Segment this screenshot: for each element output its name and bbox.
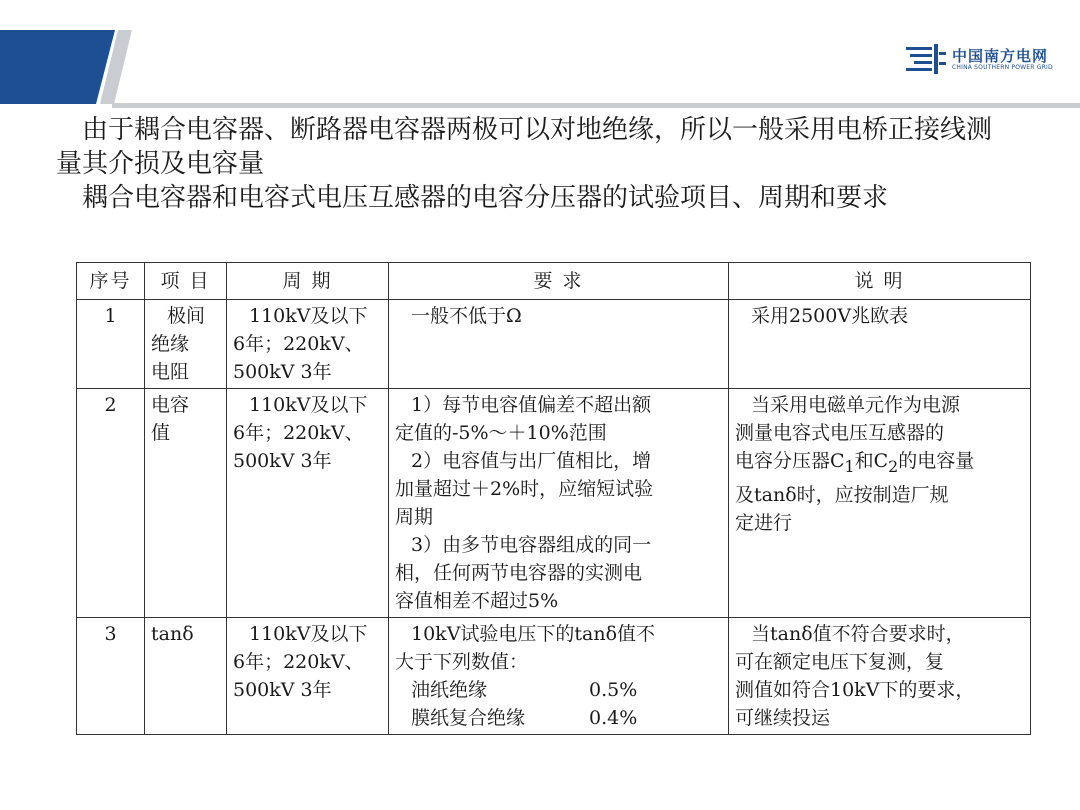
cell-line: 定值的-5%～＋10%范围 [395, 422, 607, 444]
cell-line: 110kV及以下 [249, 394, 368, 416]
company-logo [906, 44, 1053, 76]
header-blue-bar [0, 30, 115, 104]
cell-line: 测值如符合10kV下的要求， [735, 679, 975, 701]
note-text: 和C [854, 450, 889, 472]
subscript: 1 [844, 456, 855, 476]
cell-period [227, 618, 389, 735]
cell-line: 6年；220kV、 [233, 333, 364, 355]
logo-chinese-name: 中国南方电网 [952, 47, 1049, 65]
cell-line: 测量电容式电压互感器的 [735, 422, 945, 444]
insulation-type: 膜纸复合绝缘 [411, 707, 526, 729]
header-requirement: 要 求 [389, 263, 729, 300]
test-spec-table [76, 262, 1031, 735]
cell-line: 一般不低于Ω [411, 305, 522, 327]
table-row [77, 389, 1031, 618]
table-header-row [77, 263, 1031, 300]
cell-line: 10kV试验电压下的tanδ值不 [411, 623, 656, 645]
cell-line: tanδ [151, 623, 194, 645]
cell-period [227, 300, 389, 389]
cell-line: 相，任何两节电容器的实测电 [395, 562, 643, 584]
cell-line: 当tanδ值不符合要求时， [751, 623, 965, 645]
cell-line: 电阻 [151, 361, 190, 383]
cell-requirement [389, 618, 729, 735]
cell-no: 2 [77, 389, 145, 618]
cell-requirement [389, 389, 729, 618]
cell-line [395, 704, 722, 732]
power-grid-logo-icon [906, 44, 946, 76]
cell-line: 可在额定电压下复测，复 [735, 651, 945, 673]
tan-delta-limit: 0.4% [589, 707, 638, 729]
cell-line: 可继续投运 [735, 707, 831, 729]
insulation-type: 油纸绝缘 [411, 679, 488, 701]
cell-item [145, 618, 227, 735]
header-period: 周 期 [227, 263, 389, 300]
header-item: 项 目 [145, 263, 227, 300]
cell-line: 500kV 3年 [233, 679, 332, 701]
cell-line [395, 676, 722, 704]
cell-note [729, 300, 1031, 389]
subscript: 2 [888, 456, 899, 476]
cell-item [145, 389, 227, 618]
cell-line: 3）由多节电容器组成的同一 [411, 534, 652, 556]
cell-line: 大于下列数值： [395, 651, 529, 673]
cell-item [145, 300, 227, 389]
cell-line: 2）电容值与出厂值相比，增 [411, 450, 652, 472]
cell-line: 及tanδ时，应按制造厂规 [735, 483, 949, 506]
note-text: 的电容量 [898, 450, 975, 472]
intro-paragraph-1: 由于耦合电容器、断路器电容器两极可以对地绝缘，所以一般采用电桥正接线测量其介损及电容量 [56, 115, 993, 179]
cell-line: 定进行 [735, 511, 793, 534]
cell-requirement [389, 300, 729, 389]
table-row [77, 300, 1031, 389]
cell-line: 110kV及以下 [249, 305, 368, 327]
cell-line: 采用2500V兆欧表 [751, 305, 909, 327]
intro-text [56, 113, 1016, 215]
cell-line: 电容 [151, 394, 190, 416]
cell-line: 1）每节电容值偏差不超出额 [411, 394, 652, 416]
header-note: 说 明 [729, 263, 1031, 300]
cell-line: 容值相差不超过5% [395, 590, 559, 612]
cell-no: 1 [77, 300, 145, 389]
cell-no: 3 [77, 618, 145, 735]
cell-line: 6年；220kV、 [233, 422, 364, 444]
intro-paragraph-2: 耦合电容器和电容式电压互感器的电容分压器的试验项目、周期和要求 [82, 183, 889, 213]
cell-line: 值 [151, 422, 171, 444]
cell-line: 110kV及以下 [249, 623, 368, 645]
table-row [77, 618, 1031, 735]
tan-delta-limit: 0.5% [589, 679, 638, 701]
cell-line: 绝缘 [151, 333, 190, 355]
cell-line: 加量超过＋2%时，应缩短试验 [395, 478, 654, 500]
cell-period [227, 389, 389, 618]
cell-line: 500kV 3年 [233, 361, 332, 383]
cell-note [729, 389, 1031, 618]
cell-line: 500kV 3年 [233, 450, 332, 472]
cell-line: 周期 [395, 506, 434, 528]
logo-english-name: CHINA SOUTHERN POWER GRID [952, 64, 1053, 71]
cell-line: 当采用电磁单元作为电源 [751, 394, 961, 416]
cell-line [735, 447, 1024, 481]
header-no: 序号 [77, 263, 145, 300]
cell-line: 6年；220kV、 [233, 651, 364, 673]
note-text: 电容分压器C [735, 450, 845, 472]
header-rule [112, 103, 1080, 108]
cell-line: 极间 [167, 305, 206, 327]
cell-note [729, 618, 1031, 735]
